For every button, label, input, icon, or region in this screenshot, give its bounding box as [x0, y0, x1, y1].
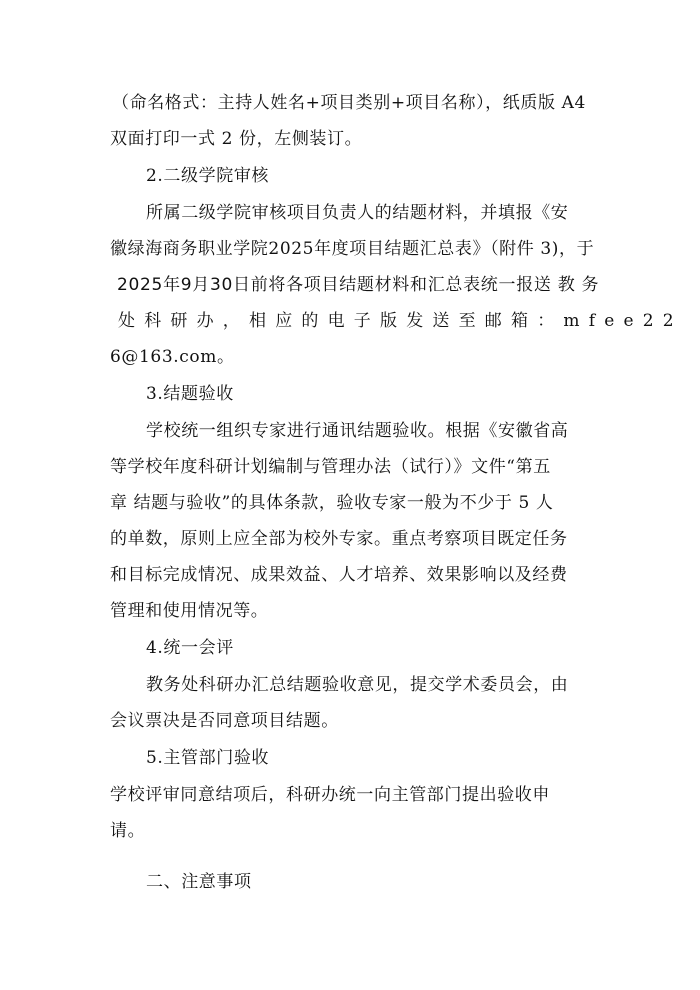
- step-heading-acceptance: 3.结题验收: [146, 384, 234, 404]
- text-line: （命名格式：主持人姓名+项目类别+项目名称），纸质版 A4: [112, 93, 586, 113]
- step-heading-authority: 5.主管部门验收: [146, 748, 270, 768]
- step-heading-meeting: 4.统一会评: [146, 638, 234, 658]
- text-line: 处科研办，相应的电子版发送至邮箱：mfee22: [118, 311, 683, 331]
- text-line: 所属二级学院审核项目负责人的结题材料，并填报《安: [146, 203, 569, 223]
- step-heading-review: 2.二级学院审核: [146, 166, 270, 186]
- text-line: 徽绿海商务职业学院2025年度项目结题汇总表》（附件 3)，于: [110, 239, 595, 259]
- text-line: 和目标完成情况、成果效益、人才培养、效果影响以及经费: [110, 565, 568, 585]
- text-line: 等学校年度科研计划编制与管理办法（试行）》文件“第五: [110, 457, 551, 477]
- text-line: 教务处科研办汇总结题验收意见，提交学术委员会，由: [146, 675, 569, 695]
- text-line: 的单数，原则上应全部为校外专家。重点考察项目既定任务: [110, 529, 568, 549]
- text-line: 章 结题与验收”的具体条款，验收专家一般为不少于 5 人: [110, 493, 554, 513]
- section-heading-notes: 二、注意事项: [146, 872, 252, 892]
- text-line: 6@163.com。: [110, 347, 235, 367]
- text-line: 学校统一组织专家进行通讯结题验收。根据《安徽省高: [146, 421, 569, 441]
- text-line: 请。: [110, 821, 146, 841]
- text-line: 学校评审同意结项后，科研办统一向主管部门提出验收申: [110, 785, 550, 805]
- text-line: 双面打印一式 2 份，左侧装订。: [110, 129, 363, 149]
- text-line: 2025年9月30日前将各项目结题材料和汇总表统一报送 教 务: [117, 275, 600, 295]
- text-line: 管理和使用情况等。: [110, 601, 269, 621]
- text-line: 会议票决是否同意项目结题。: [110, 711, 339, 731]
